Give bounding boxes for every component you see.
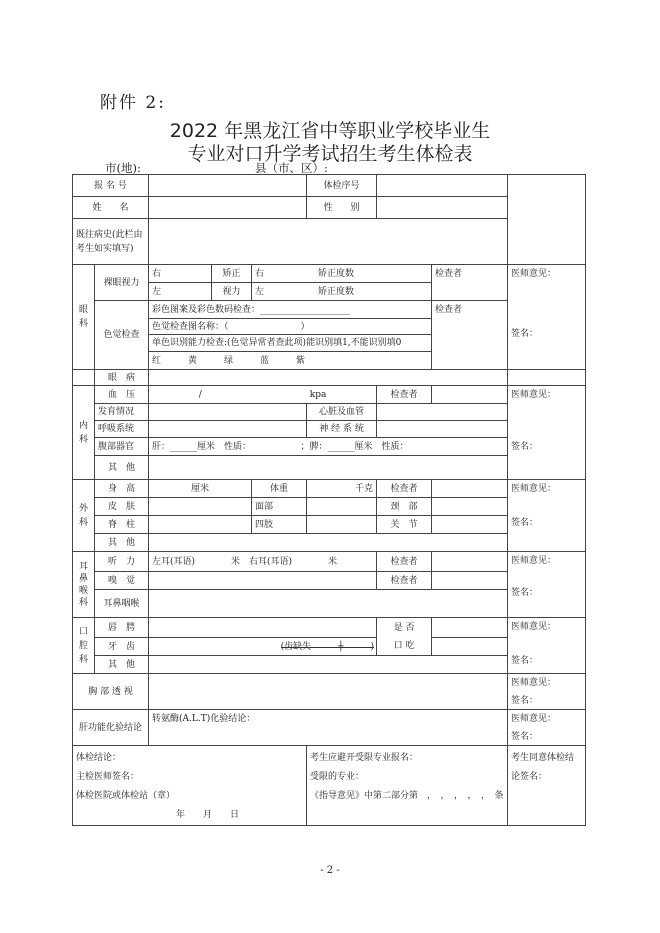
surgery-doctor-sign: 签名： [511, 518, 539, 528]
internal-doctor-cell [508, 386, 586, 480]
surgery-section-label: 外科 [73, 480, 95, 552]
surgery-other-field[interactable] [149, 534, 508, 552]
neck-field[interactable] [432, 498, 508, 516]
internal-section-label: 内科 [73, 386, 95, 480]
abdomen-label: 腹部器官 [95, 438, 149, 456]
conclusion-label: 体检结论： [76, 753, 122, 763]
liver-alt: 转氨酶(A.L.T)化验结论： [149, 710, 508, 746]
corr-vision-label-top: 矫正 [212, 265, 252, 283]
teeth-missing: (齿缺失 ┼ ) [149, 638, 377, 656]
color-line2: 色觉检查图名称：（ ） [149, 319, 432, 335]
exam-no-label: 体检序号 [307, 175, 377, 197]
face-field[interactable] [307, 498, 377, 516]
smell-label: 嗅 觉 [95, 572, 149, 590]
liver-label: 肝功能化验结论 [73, 710, 149, 746]
surgery-checker-label: 检查者 [377, 480, 432, 498]
nervous-field[interactable] [377, 421, 508, 438]
development-field[interactable] [149, 404, 307, 421]
oral-doctor-cell [508, 618, 586, 674]
smell-checker-label: 检查者 [377, 572, 432, 590]
internal-checker-label: 检查者 [377, 386, 432, 404]
color-checker-label: 检查者 [432, 301, 508, 370]
reg-no-field[interactable] [149, 175, 307, 197]
restricted-label: 受限的专业： [310, 772, 365, 782]
development-label: 发育情况 [95, 404, 149, 421]
ent-checker-label: 检查者 [377, 552, 432, 572]
smell-checker-field[interactable] [432, 572, 508, 590]
hospital-label: 体检医院或体检站（章） [76, 791, 176, 801]
oral-doctor-sign: 签名： [511, 656, 539, 666]
bp-value: / kpa [149, 386, 377, 404]
naked-left-label: 左 [149, 283, 212, 301]
naked-vision-label: 裸眼视力 [95, 265, 149, 301]
lips-field[interactable] [149, 618, 377, 638]
lips-field-2[interactable] [432, 618, 508, 638]
chest-field[interactable] [149, 674, 508, 710]
color-vision-label: 色觉检查 [95, 301, 149, 370]
surgery-doctor-cell [508, 480, 586, 552]
ent-checker-field[interactable] [432, 552, 508, 572]
spine-label: 脊 柱 [95, 516, 149, 534]
oral-other-field[interactable] [149, 656, 508, 674]
avoid-label: 考生应避开受限专业报名： [310, 753, 419, 763]
spine-field[interactable] [149, 516, 252, 534]
face-label: 面部 [252, 498, 307, 516]
surgery-other-label: 其 他 [95, 534, 149, 552]
conclusion-date: 年 月 日 [176, 810, 240, 820]
name-field[interactable] [149, 197, 307, 219]
surgery-checker-field[interactable] [432, 480, 508, 498]
heart-field[interactable] [377, 404, 508, 421]
lips-label: 唇 腭 [95, 618, 149, 638]
corr-left: 左 矫正度数 [252, 283, 432, 301]
joints-field[interactable] [432, 516, 508, 534]
limbs-label: 四肢 [252, 516, 307, 534]
eye-section-cont [73, 370, 95, 386]
eye-doctor-opinion: 医师意见： [511, 269, 557, 279]
stutter-label: 口 吃 [377, 638, 432, 656]
oral-section-label: 口腔科 [73, 618, 95, 674]
eye-checker-label: 检查者 [432, 265, 508, 301]
chest-doctor-sign: 签名： [511, 696, 539, 706]
agree-label: 考生同意体检结论签名： [508, 746, 586, 826]
height-unit: 厘米 [149, 480, 252, 498]
color-line3: 单色识别能力检查:(色觉异常者查此项)能识别填1,不能识别填0 [149, 335, 432, 352]
weight-label: 体重 [252, 480, 307, 498]
eye-doctor-cont [508, 370, 586, 386]
corr-vision-label-bottom: 视力 [212, 283, 252, 301]
hearing-label: 听 力 [95, 552, 149, 572]
nervous-label: 神 经 系 统 [307, 421, 377, 438]
joints-label: 关 节 [377, 516, 432, 534]
ent-doctor-opinion: 医师意见： [511, 556, 557, 566]
neck-label: 颈 部 [377, 498, 432, 516]
corr-right: 右 矫正度数 [252, 265, 432, 283]
guidance-label: 《指导意见》中第二部分第 ， ， ， ， ， 条 [310, 791, 504, 801]
conclusion-cell [73, 746, 307, 826]
stutter-field[interactable] [432, 638, 508, 656]
internal-other-field[interactable] [149, 456, 508, 480]
weight-unit: 千克 [307, 480, 377, 498]
page-subtitle: 专业对口升学考试招生考生体检表 [187, 143, 473, 165]
internal-checker-field[interactable] [432, 386, 508, 404]
stutter-question: 是 否 [377, 618, 432, 638]
limbs-field[interactable] [307, 516, 377, 534]
internal-doctor-sign: 签名： [511, 442, 539, 452]
internal-other-label: 其 他 [95, 456, 149, 480]
chest-doctor-opinion: 医师意见： [511, 678, 557, 688]
chief-sign-label: 主检医师签名： [76, 772, 140, 782]
ent-section-label: 耳鼻喉科 [73, 552, 95, 618]
smell-field[interactable] [149, 572, 377, 590]
color-line4: 红 黄 绿 蓝 紫 [149, 352, 432, 370]
chest-doctor-cell [508, 674, 586, 710]
photo-box [508, 175, 586, 265]
exam-no-field[interactable] [377, 175, 508, 197]
skin-field[interactable] [149, 498, 252, 516]
internal-doctor-opinion: 医师意见： [511, 390, 557, 400]
chest-label: 胸 部 透 视 [73, 674, 149, 710]
eye-section-label: 眼科 [73, 265, 95, 370]
liver-doctor-opinion: 医师意见： [511, 714, 557, 724]
reg-no-label: 报 名 号 [73, 175, 149, 197]
ent-disease-label: 耳鼻咽喉 [95, 590, 149, 618]
bp-label: 血 压 [95, 386, 149, 404]
abdomen-detail: 肝：______厘米 性质： ；脾：______厘米 性质： [149, 438, 508, 456]
oral-doctor-opinion: 医师意见： [511, 622, 557, 632]
liver-doctor-cell [508, 710, 586, 746]
oral-other-label: 其 他 [95, 656, 149, 674]
hearing-value: 左耳(耳语) 米 右耳(耳语) 米 [149, 552, 377, 572]
city-label: 市(地): [105, 161, 141, 175]
eye-doctor-sign: 签名： [511, 329, 539, 339]
health-exam-form [72, 174, 586, 826]
county-label: 县（市、区）: [255, 161, 328, 175]
ent-disease-field[interactable] [149, 590, 508, 618]
restriction-cell [307, 746, 508, 826]
eye-disease-field[interactable] [149, 370, 508, 386]
name-label: 姓 名 [73, 197, 149, 219]
history-field[interactable] [149, 219, 508, 265]
gender-field[interactable] [377, 197, 508, 219]
respiratory-label: 呼吸系统 [95, 421, 149, 438]
history-label: 既往病史(此栏由考生如实填写) [73, 219, 149, 265]
eye-disease-label: 眼 病 [95, 370, 149, 386]
ent-doctor-cell [508, 552, 586, 618]
respiratory-field[interactable] [149, 421, 307, 438]
eye-doctor-cell [508, 265, 586, 370]
height-label: 身 高 [95, 480, 149, 498]
heart-label: 心脏及血管 [307, 404, 377, 421]
surgery-doctor-opinion: 医师意见： [511, 484, 557, 494]
color-line1: 彩色图案及彩色数码检查：____________________ [149, 301, 432, 319]
page-number: - 2 - [320, 865, 340, 876]
ent-doctor-sign: 签名： [511, 588, 539, 598]
attachment-label: 附件 2: [100, 93, 166, 113]
liver-doctor-sign: 签名： [511, 732, 539, 742]
skin-label: 皮 肤 [95, 498, 149, 516]
naked-right-label: 右 [149, 265, 212, 283]
teeth-label: 牙 齿 [95, 638, 149, 656]
page-title: 2022 年黑龙江省中等职业学校毕业生 [169, 120, 491, 142]
gender-label: 性 别 [307, 197, 377, 219]
